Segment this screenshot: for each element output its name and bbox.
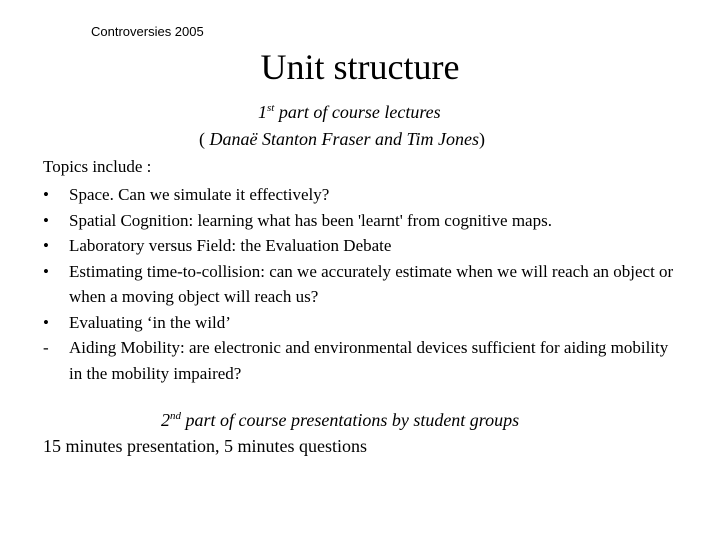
lecturer-names: Danaë Stanton Fraser and Tim Jones [209, 129, 479, 149]
presentations-text: part of course presentations by student groups [181, 410, 520, 430]
presentations-line [161, 410, 519, 431]
topic-text: Aiding Mobility: are electronic and environmental devices sufficient for aiding mobility in the mobility impaired? [69, 338, 669, 383]
topic-item [43, 233, 683, 259]
topic-item [43, 310, 683, 336]
dash-marker: - [43, 338, 49, 357]
topic-text: Laboratory versus Field: the Evaluation Debate [69, 236, 392, 255]
ordinal-suffix: nd [170, 410, 181, 422]
lecture-part-text: part of course lectures [274, 102, 441, 122]
paren-open: ( [199, 129, 210, 149]
bullet-marker: • [43, 261, 49, 281]
bullet-marker: • [43, 185, 49, 204]
topics-intro: Topics include : [43, 157, 152, 176]
bullet-marker: • [43, 236, 49, 255]
ordinal-suffix: st [267, 102, 275, 114]
timing-line: 15 minutes presentation, 5 minutes questions [43, 436, 367, 456]
topic-item [43, 259, 683, 310]
topic-text: Evaluating ‘in the wild’ [69, 312, 231, 332]
paren-close: ) [479, 129, 485, 149]
topic-text: Spatial Cognition: learning what has been 'learnt' from cognitive maps. [69, 210, 552, 230]
bullet-marker: • [43, 312, 49, 332]
ordinal-number: 1 [258, 102, 267, 122]
topic-item [43, 208, 683, 234]
topic-item [43, 182, 683, 208]
topics-list [43, 182, 683, 386]
lecturers-line [199, 129, 485, 150]
slide-title-text: Unit structure [260, 47, 460, 87]
slide-header: Controversies 2005 [91, 24, 204, 39]
topic-item [43, 335, 683, 386]
bullet-marker: • [43, 210, 49, 230]
topic-text: Space. Can we simulate it effectively? [69, 185, 330, 204]
slide-title [0, 46, 720, 88]
ordinal-number: 2 [161, 410, 170, 430]
lecture-part-line [258, 102, 441, 123]
topic-text: Estimating time-to-collision: can we accurately estimate when we will reach an object or when a moving object will reach us? [69, 261, 674, 306]
